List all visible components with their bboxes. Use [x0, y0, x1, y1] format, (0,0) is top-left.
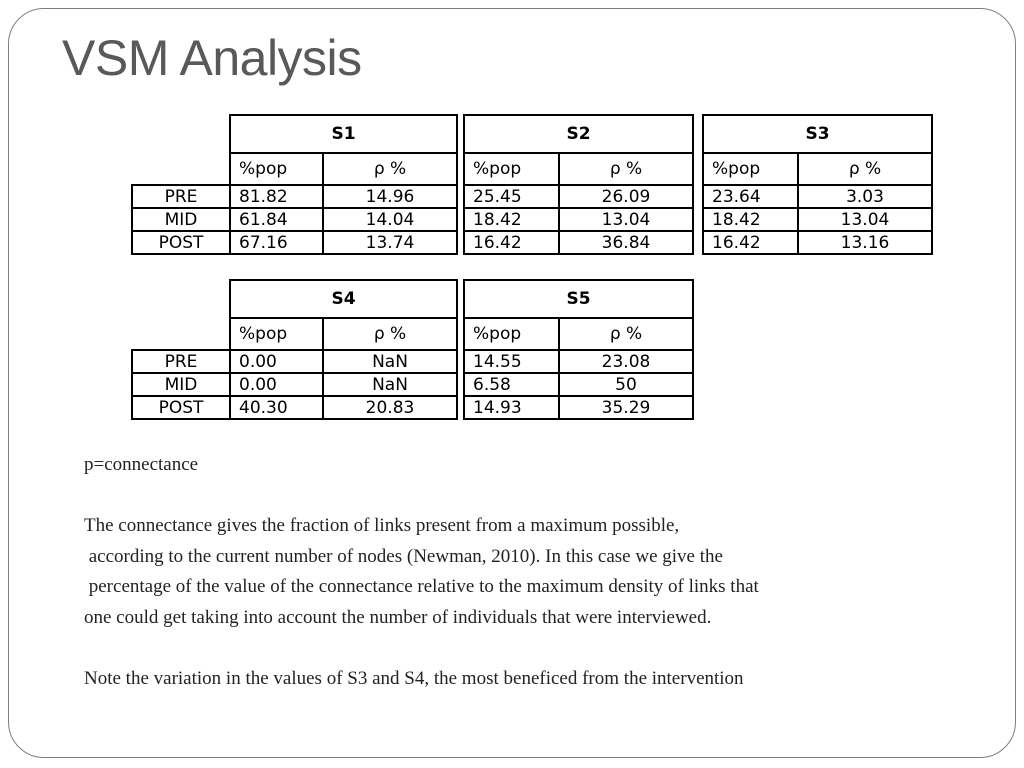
column-header-pop: %pop — [464, 318, 559, 350]
cell-rho: NaN — [323, 373, 457, 396]
row-label: PRE — [132, 185, 230, 208]
cell-rho: 20.83 — [323, 396, 457, 419]
table-row — [132, 208, 457, 231]
table-row — [464, 185, 693, 208]
table-row — [132, 231, 457, 254]
column-header-rho: ρ % — [323, 153, 457, 185]
column-header-pop: %pop — [230, 153, 323, 185]
cell-rho: 13.04 — [559, 208, 693, 231]
cell-pop: 81.82 — [230, 185, 323, 208]
cell-rho: 23.08 — [559, 350, 693, 373]
cell-pop: 14.93 — [464, 396, 559, 419]
column-header-rho: ρ % — [559, 153, 693, 185]
table-row — [464, 208, 693, 231]
row-label: MID — [132, 208, 230, 231]
table-row — [464, 350, 693, 373]
cell-rho: 14.04 — [323, 208, 457, 231]
cell-rho: 50 — [559, 373, 693, 396]
row-label: POST — [132, 231, 230, 254]
row-label: POST — [132, 396, 230, 419]
cell-pop: 16.42 — [464, 231, 559, 254]
note-line: Note the variation in the values of S3 and S4, the most beneficed from the intervention — [84, 667, 744, 689]
cell-pop: 61.84 — [230, 208, 323, 231]
slide-title: VSM Analysis — [62, 30, 362, 86]
explanation-line-4: one could get taking into account the number of individuals that were interviewed. — [84, 606, 712, 628]
table-row — [464, 231, 693, 254]
cell-pop: 16.42 — [703, 231, 798, 254]
table-s2 — [463, 114, 694, 255]
table-s1 — [131, 114, 458, 255]
cell-pop: 0.00 — [230, 350, 323, 373]
explanation-line-2: according to the current number of nodes (Newman, 2010). In this case we give the — [84, 545, 723, 567]
column-header-rho: ρ % — [798, 153, 932, 185]
column-header-rho: ρ % — [323, 318, 457, 350]
table-row — [132, 185, 457, 208]
table-s5 — [463, 279, 694, 420]
table-row — [464, 373, 693, 396]
explanation-line-1: The connectance gives the fraction of links present from a maximum possible, — [84, 515, 680, 536]
cell-rho: 3.03 — [798, 185, 932, 208]
table-row — [132, 396, 457, 419]
column-header-rho: ρ % — [559, 318, 693, 350]
row-label: MID — [132, 373, 230, 396]
explanation-line-3: percentage of the value of the connectance relative to the maximum density of links that — [84, 576, 759, 597]
cell-pop: 40.30 — [230, 396, 323, 419]
table-header: S4 — [230, 280, 457, 318]
table-header: S5 — [464, 280, 693, 318]
cell-pop: 18.42 — [464, 208, 559, 231]
row-label: PRE — [132, 350, 230, 373]
column-header-pop: %pop — [230, 318, 323, 350]
table-row — [464, 396, 693, 419]
cell-rho: 13.16 — [798, 231, 932, 254]
cell-pop: 14.55 — [464, 350, 559, 373]
cell-rho: 35.29 — [559, 396, 693, 419]
column-header-pop: %pop — [703, 153, 798, 185]
cell-pop: 18.42 — [703, 208, 798, 231]
definition-line: p=connectance — [84, 454, 199, 475]
table-header: S1 — [230, 115, 457, 153]
cell-rho: 13.74 — [323, 231, 457, 254]
table-header: S2 — [464, 115, 693, 153]
table-row — [132, 350, 457, 373]
table-row — [132, 373, 457, 396]
table-header: S3 — [703, 115, 932, 153]
body-text — [84, 450, 964, 694]
cell-pop: 25.45 — [464, 185, 559, 208]
table-row — [703, 185, 932, 208]
cell-rho: NaN — [323, 350, 457, 373]
table-s3 — [702, 114, 933, 255]
cell-pop: 67.16 — [230, 231, 323, 254]
table-row — [703, 231, 932, 254]
table-row — [703, 208, 932, 231]
cell-rho: 36.84 — [559, 231, 693, 254]
column-header-pop: %pop — [464, 153, 559, 185]
cell-pop: 6.58 — [464, 373, 559, 396]
cell-rho: 13.04 — [798, 208, 932, 231]
cell-rho: 14.96 — [323, 185, 457, 208]
cell-pop: 23.64 — [703, 185, 798, 208]
cell-rho: 26.09 — [559, 185, 693, 208]
table-s4 — [131, 279, 458, 420]
cell-pop: 0.00 — [230, 373, 323, 396]
